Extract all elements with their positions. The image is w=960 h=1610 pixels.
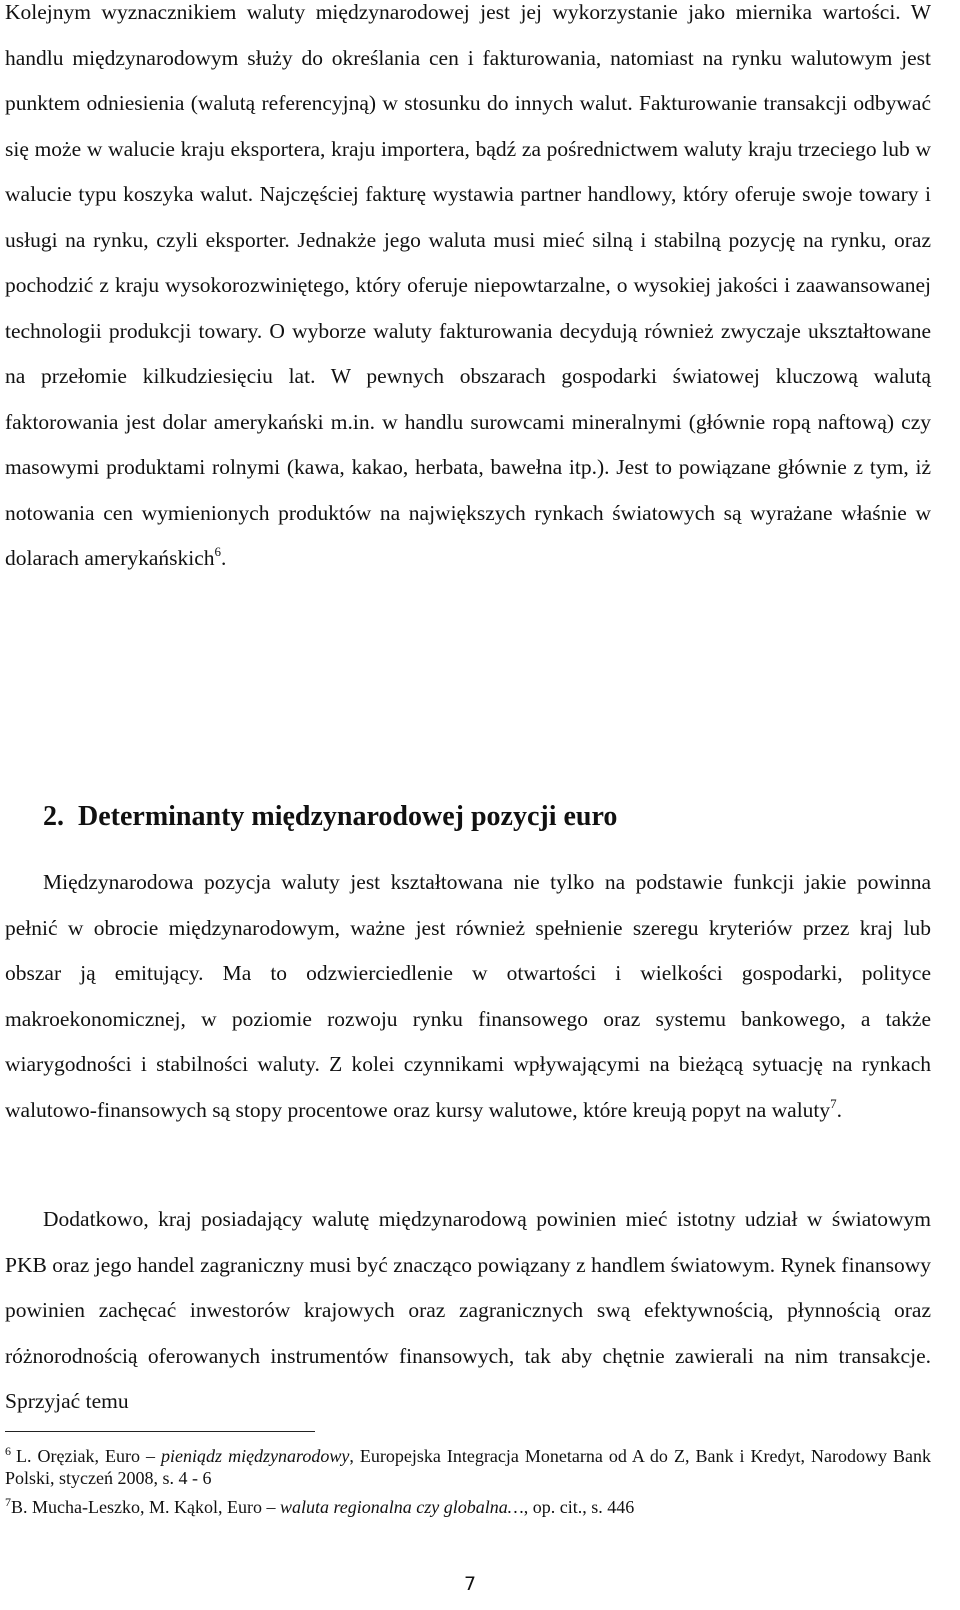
footnote-separator [5, 1431, 315, 1432]
footnote-reference-7[interactable]: 7 [830, 1095, 837, 1111]
page-number: 7 [463, 1573, 477, 1595]
footnote-reference-6[interactable]: 6 [214, 544, 222, 559]
footnote-mark: 7 [5, 1495, 11, 1509]
footnote-mark: 6 [5, 1444, 11, 1458]
paragraph-gdp-share [5, 1197, 931, 1425]
footnote-author: B. Mucha-Leszko, M. Kąkol, Euro – [11, 1497, 280, 1517]
paragraph-text: Dodatkowo, kraj posiadający walutę międzynarodową powinien mieć istotny udział w światowym PKB oraz jego handel zagraniczny musi być znacząco powiązany z handlem światowym. Rynek finansowy powinien zachęcać inwestorów krajowych oraz zagranicznych swą efektywnością, płynnością oraz różnorodnością oferowanych instrumentów finansowych, tak aby chętnie zawierali na nim transakcje. Sprzyjać temu [5, 1207, 931, 1413]
footnote-details: , op. cit., s. 446 [523, 1497, 635, 1517]
footnote-title: waluta regionalna czy globalna… [279, 1497, 524, 1517]
footnote-title: pieniądz międzynarodowy [161, 1446, 350, 1466]
section-title: Determinanty międzynarodowej pozycji euro [78, 801, 618, 832]
footnote-6 [5, 1445, 931, 1489]
footnote-details: , Europejska Integracja Monetarna od A do Z, Bank i Kredyt, Narodowy Bank Polski, styczeń 2008, s. 4 - 6 [5, 1446, 932, 1488]
footnote-7 [5, 1496, 931, 1518]
paragraph-criteria [5, 860, 931, 1133]
paragraph-text: Kolejnym wyznacznikiem waluty międzynarodowej jest jej wykorzystanie jako miernika wartości. W handlu międzynarodowym służy do określania cen i fakturowania, natomiast na rynku walutowym jest punktem odniesienia (walutą referencyjną) w stosunku do innych walut. Fakturowanie transakcji odbywać się może w walucie kraju eksportera, kraju importera, bądź za pośrednictwem waluty kraju trzeciego lub w walucie typu koszyka walut. Najczęściej fakturę wystawia partner handlowy, który oferuje swoje towary i usługi na rynku, czyli eksporter. Jednakże jego waluta musi mieć silną i stabilną pozycję na rynku, oraz pochodzić z kraju wysokorozwiniętego, który oferuje niepowtarzalne, o wysokiej jakości i zaawansowanej technologii produkcji towary. O wyborze waluty fakturowania decydują również zwyczaje ukształtowane na przełomie kilkudziesięciu lat. W pewnych obszarach gospodarki światowej kluczową walutą faktorowania jest dolar amerykański m.in. w handlu surowcami mineralnymi (głównie ropą naftową) czy masowymi produktami rolnymi (kawa, kakao, herbata, bawełna itp.). Jest to powiązane głównie z tym, iż notowania cen wymienionych produktów na największych rynkach światowych są wyrażane właśnie w dolarach amerykańskich [5, 0, 931, 570]
paragraph-text: Międzynarodowa pozycja waluty jest kształtowana nie tylko na podstawie funkcji jakie powinna pełnić w obrocie międzynarodowym, ważne jest również spełnienie szeregu kryteriów przez kraj lub obszar ją emitujący. Ma to odzwierciedlenie w otwartości i wielkości gospodarki, polityce makroekonomicznej, w poziomie rozwoju rynku finansowego oraz systemu bankowego, a także wiarygodności i stabilności waluty. Z kolei czynnikami wpływającymi na bieżącą sytuację na rynkach walutowo-finansowych są stopy procentowe oraz kursy walutowe, które kreują popyt na waluty [5, 870, 931, 1122]
paragraph-invoicing-currency [5, 0, 931, 582]
section-heading [43, 795, 617, 839]
paragraph-end: . [836, 1097, 843, 1122]
footnote-author: L. Oręziak, Euro – [16, 1446, 162, 1466]
paragraph-end: . [221, 546, 227, 570]
section-number: 2. [43, 801, 64, 832]
